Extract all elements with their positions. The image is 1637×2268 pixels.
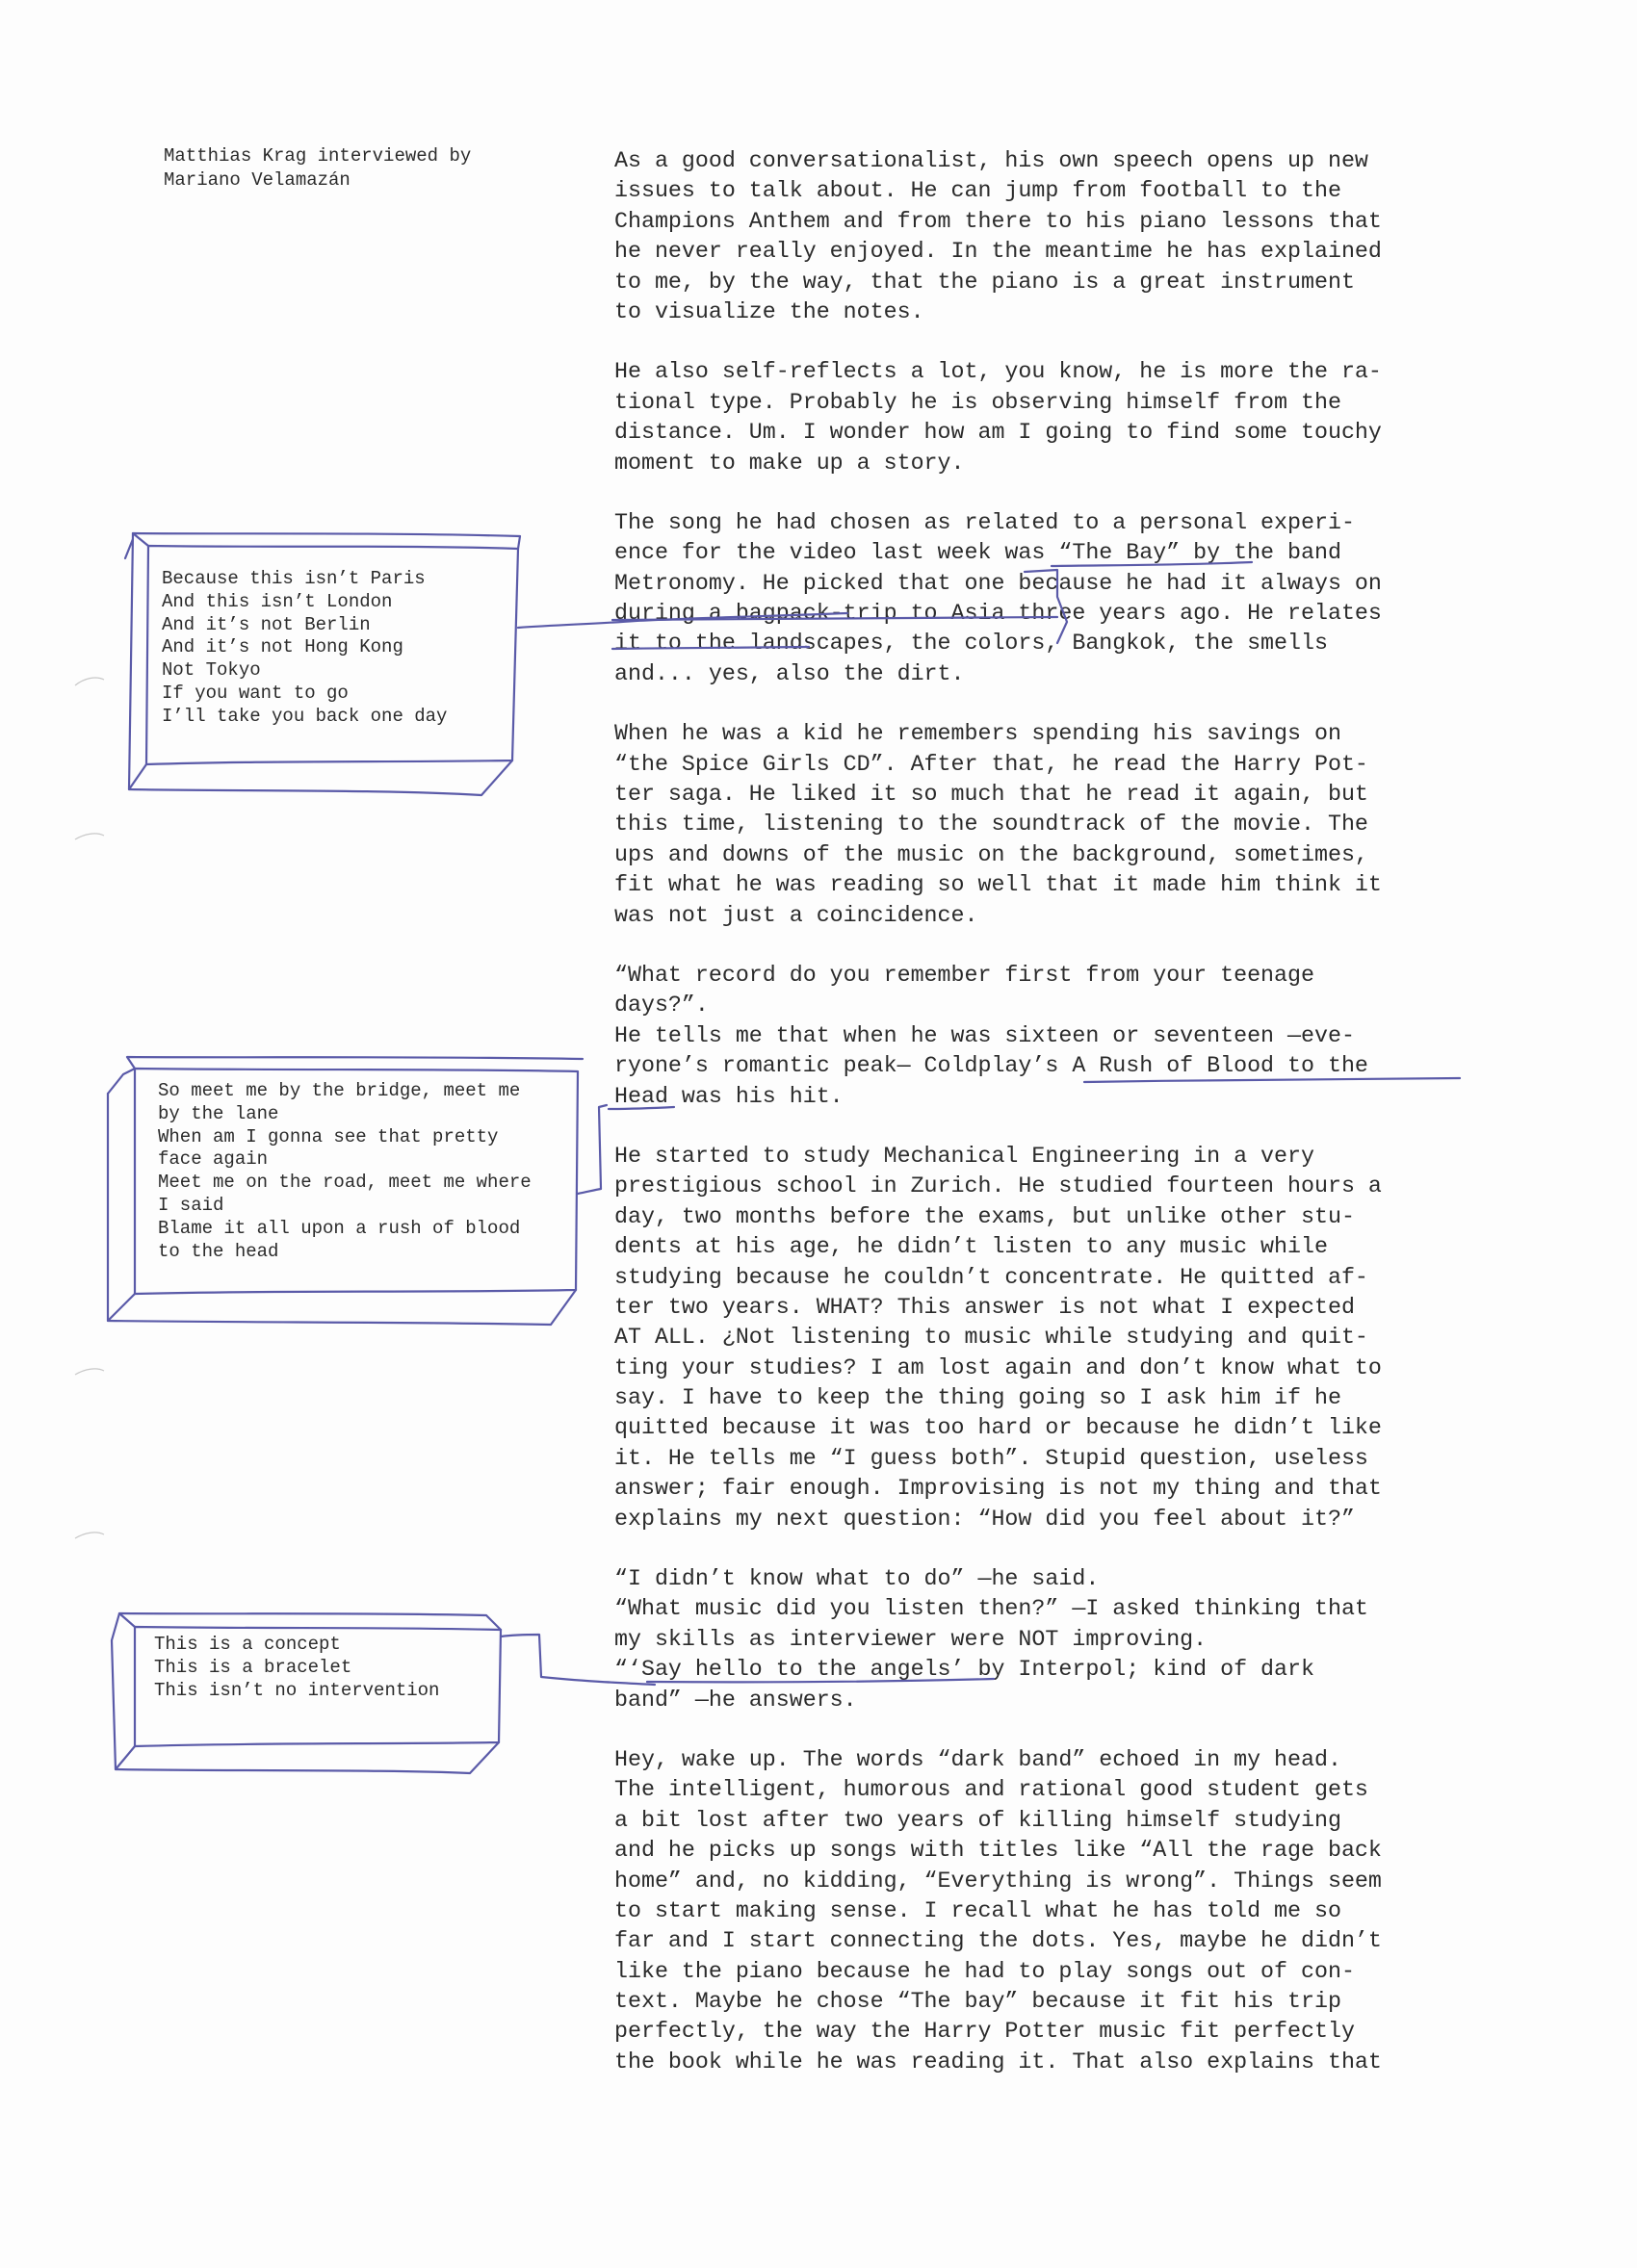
text-line: Metronomy. He picked that one because he had it always on xyxy=(614,570,1382,596)
text-line: “What record do you remember first from your teenage xyxy=(614,962,1314,988)
text-line: a bit lost after two years of killing himself studying xyxy=(614,1807,1341,1833)
text-line: and he picks up songs with titles like “All the rage back xyxy=(614,1838,1382,1864)
text-line: he never really enjoyed. In the meantime he has explained xyxy=(614,239,1382,265)
text-line: text. Maybe he chose “The bay” because it fit his trip xyxy=(614,1989,1341,2015)
text-line: “What music did you listen then?” —I asked thinking that xyxy=(614,1596,1368,1622)
lyric-line: Blame it all upon a rush of blood xyxy=(158,1217,521,1239)
text-line: day, two months before the exams, but unlike other stu- xyxy=(614,1203,1355,1229)
text-line: answer; fair enough. Improvising is not my thing and that xyxy=(614,1476,1382,1502)
paragraph-1 xyxy=(614,146,1481,327)
text-line: say. I have to keep the thing going so I ask him if he xyxy=(614,1385,1341,1411)
lyric-line: And this isn’t London xyxy=(162,590,393,612)
paragraph-7 xyxy=(614,1564,1481,1715)
article-body xyxy=(614,146,1481,2077)
lyric-line: Not Tokyo xyxy=(162,659,261,682)
lyric-line: face again xyxy=(158,1148,269,1171)
text-line: ter two years. WHAT? This answer is not what I expected xyxy=(614,1294,1355,1320)
lyric-line: Meet me on the road, meet me where xyxy=(158,1172,532,1194)
lyrics-box-interpol xyxy=(154,1634,439,1702)
text-line: my skills as interviewer were NOT improving. xyxy=(614,1626,1208,1652)
byline-line-1: Matthias Krag interviewed by xyxy=(164,145,472,167)
text-line: quitted because it was too hard or because he didn’t like xyxy=(614,1415,1382,1441)
text-line: band” —he answers. xyxy=(614,1687,857,1713)
paragraph-8 xyxy=(614,1745,1481,2077)
text-line: Champions Anthem and from there to his piano lessons that xyxy=(614,208,1382,234)
text-line: during a bagpack-trip to Asia three years ago. He relates xyxy=(614,601,1382,627)
lyric-line: I said xyxy=(158,1194,224,1216)
text-line: Head was his hit. xyxy=(614,1083,844,1109)
lyric-line: When am I gonna see that pretty xyxy=(158,1125,499,1147)
binder-hole-icon xyxy=(75,834,104,839)
text-line: prestigious school in Zurich. He studied fourteen hours a xyxy=(614,1173,1382,1199)
byline-line-2: Mariano Velamazán xyxy=(164,169,351,191)
text-line: “I didn’t know what to do” —he said. xyxy=(614,1566,1100,1592)
text-line: days?”. xyxy=(614,992,709,1018)
text-line: AT ALL. ¿Not listening to music while studying and quit- xyxy=(614,1325,1368,1351)
text-line: ryone’s romantic peak— Coldplay’s A Rush of Blood to the xyxy=(614,1053,1368,1079)
text-line: The song he had chosen as related to a personal experi- xyxy=(614,509,1355,535)
paragraph-4 xyxy=(614,719,1481,931)
paragraph-2 xyxy=(614,357,1481,478)
text-line: “‘Say hello to the angels’ by Interpol; kind of dark xyxy=(614,1657,1314,1683)
paragraph-6 xyxy=(614,1142,1481,1534)
text-line: He also self-reflects a lot, you know, he is more the ra- xyxy=(614,359,1382,385)
lyric-line: So meet me by the bridge, meet me xyxy=(158,1080,521,1101)
text-line: the book while he was reading it. That also explains that xyxy=(614,2049,1382,2075)
lyrics-box-coldplay xyxy=(158,1080,532,1263)
text-line: this time, listening to the soundtrack of the movie. The xyxy=(614,812,1368,838)
text-line: perfectly, the way the Harry Potter music fit perfectly xyxy=(614,2019,1355,2045)
text-line: dents at his age, he didn’t listen to any music while xyxy=(614,1234,1328,1260)
text-line: to me, by the way, that the piano is a great instrument xyxy=(614,269,1355,295)
lyric-line: to the head xyxy=(158,1240,279,1262)
text-line: to visualize the notes. xyxy=(614,298,924,324)
lyric-line: If you want to go xyxy=(162,682,349,704)
text-line: studying because he couldn’t concentrate. He quitted af- xyxy=(614,1264,1368,1290)
byline xyxy=(164,144,568,193)
text-line: When he was a kid he remembers spending his savings on xyxy=(614,721,1341,747)
lyric-line: I’ll take you back one day xyxy=(162,705,448,727)
binder-hole-icon xyxy=(75,1369,104,1375)
text-line: moment to make up a story. xyxy=(614,450,965,476)
text-line: issues to talk about. He can jump from football to the xyxy=(614,178,1341,204)
text-line: ups and downs of the music on the background, sometimes, xyxy=(614,841,1368,867)
lyric-line: This isn’t no intervention xyxy=(154,1679,440,1701)
lyrics-box-the-bay xyxy=(162,568,447,729)
text-line: ter saga. He liked it so much that he read it again, but xyxy=(614,782,1368,808)
text-line: home” and, no kidding, “Everything is wrong”. Things seem xyxy=(614,1868,1382,1894)
connector-coldplay xyxy=(578,1105,607,1194)
text-line: “the Spice Girls CD”. After that, he read the Harry Pot- xyxy=(614,751,1368,777)
text-line: He started to study Mechanical Engineering in a very xyxy=(614,1143,1314,1169)
text-line: explains my next question: “How did you feel about it?” xyxy=(614,1506,1355,1532)
text-line: fit what he was reading so well that it made him think it xyxy=(614,872,1382,898)
lyric-line: Because this isn’t Paris xyxy=(162,568,426,589)
text-line: to start making sense. I recall what he has told me so xyxy=(614,1897,1341,1923)
text-line: and... yes, also the dirt. xyxy=(614,660,965,686)
lyric-line: by the lane xyxy=(158,1102,279,1124)
text-line: it to the landscapes, the colors, Bangkok, the smells xyxy=(614,631,1328,657)
binder-hole-icon xyxy=(75,1533,104,1538)
text-line: As a good conversationalist, his own speech opens up new xyxy=(614,148,1368,173)
text-line: He tells me that when he was sixteen or seventeen —eve- xyxy=(614,1022,1355,1048)
lyric-line: And it’s not Hong Kong xyxy=(162,636,403,658)
text-line: like the piano because he had to play songs out of con- xyxy=(614,1958,1355,1984)
text-line: distance. Um. I wonder how am I going to find some touchy xyxy=(614,420,1382,446)
text-line: The intelligent, humorous and rational good student gets xyxy=(614,1777,1368,1803)
text-line: Hey, wake up. The words “dark band” echoed in my head. xyxy=(614,1746,1341,1772)
text-line: ence for the video last week was “The Bay” by the band xyxy=(614,540,1341,566)
binder-hole-icon xyxy=(75,678,104,685)
text-line: tional type. Probably he is observing himself from the xyxy=(614,389,1341,415)
paragraph-5 xyxy=(614,961,1481,1112)
text-line: was not just a coincidence. xyxy=(614,902,978,928)
paragraph-3 xyxy=(614,508,1481,689)
text-line: ting your studies? I am lost again and don’t know what to xyxy=(614,1354,1382,1380)
text-line: it. He tells me “I guess both”. Stupid question, useless xyxy=(614,1445,1368,1471)
lyric-line: And it’s not Berlin xyxy=(162,613,371,635)
lyric-line: This is a bracelet xyxy=(154,1656,352,1678)
text-line: far and I start connecting the dots. Yes, maybe he didn’t xyxy=(614,1928,1382,1954)
lyric-line: This is a concept xyxy=(154,1634,341,1655)
